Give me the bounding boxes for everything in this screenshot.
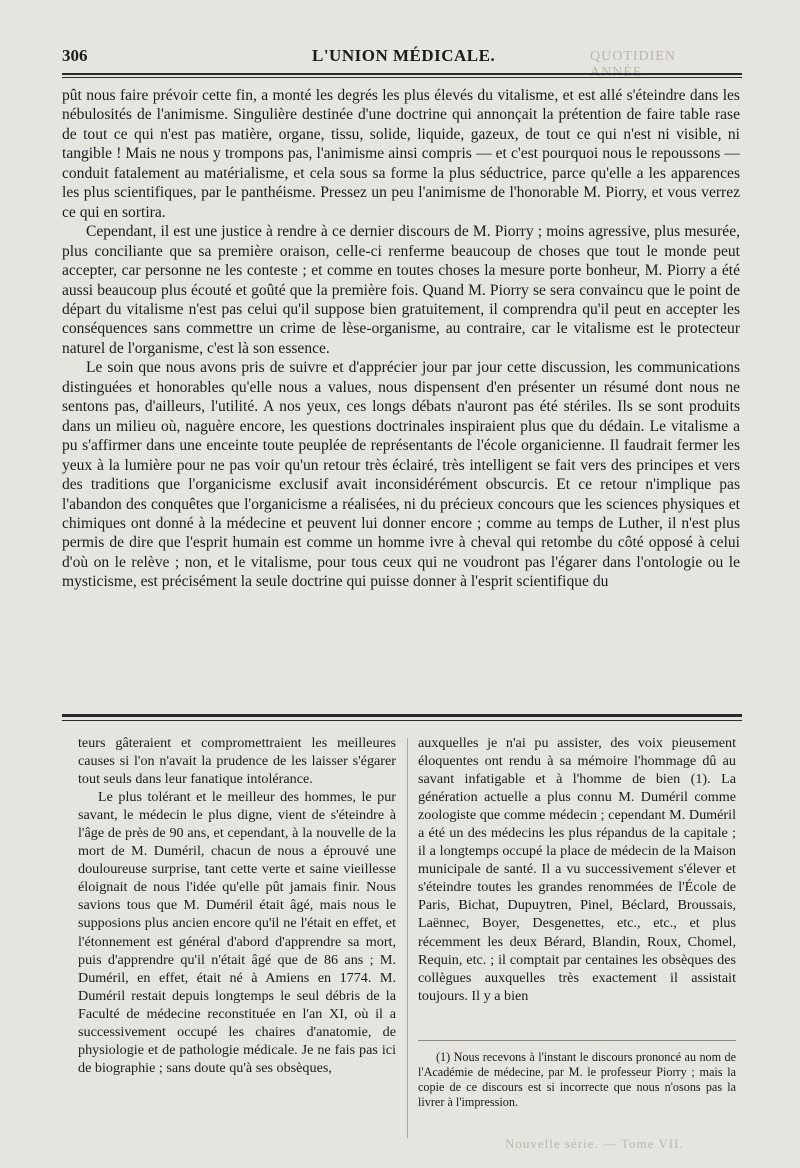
paragraph: auxquelles je n'ai pu assister, des voix pieusement éloquentes ont rendu à sa mémoire l'hommage dû au savant infatigable et à l'homme de bien (1). La génération actuelle a plus connu M. Duméril comme zoologiste que comme médecin ; cependant M. Duméril a été un des médecins les plus répandus de la capitale ; il a longtemps occupé la place de médecin de la Maison municipale de santé. Il a vu successivement s'élever et s'éteindre toutes les grandes renommées de l'École de Paris, Bichat, Dupuytren, Pinel, Béclard, Broussais, Laënnec, Boyer, Desgenettes, etc., etc., et plus récemment les deux Bérard, Blandin, Roux, Chomel, Requin, etc. ; il comptait par centaines les obsèques des collègues auxquelles très exactement il assistait toujours. Il y a bien xyxy=(418,735,736,1004)
paragraph: Cependant, il est une justice à rendre à ce dernier discours de M. Piorry ; moins agressive, plus mesurée, plus conciliante que sa première oraison, celle-ci renferme beaucoup de choses que tout le monde peut accepter, car personne ne les conteste ; et comme en toutes choses la mesure porte bonheur, M. Piorry a été aussi beaucoup plus écouté et goûté que la première fois. Quand M. Piorry se sera convaincu que le point de départ du vitalisme n'est pas celui qu'il suppose bien gratuitement, il comprendra qu'il peut en accepter les conséquences sans commettre un crime de lèse-organisme, au contraire, car le vitalisme est le protecteur naturel de l'organisme, c'est là son essence. xyxy=(62,223,740,357)
footnote xyxy=(418,1050,736,1110)
paragraph: teurs gâteraient et compromettraient les meilleures causes si l'on n'avait la prudence de les laisser s'égarer tout seuls dans leur fanatique intolérance. xyxy=(78,735,396,788)
page-number: 306 xyxy=(62,46,88,65)
paragraph: pût nous faire prévoir cette fin, a monté les degrés les plus élevés du vitalisme, et est allé s'éteindre dans les nébulosités de l'animisme. Singulière destinée d'une doctrine qui annonçait la prétention de faire table rase de tout ce qui n'est pas matière, organe, tissu, solide, liquide, gazeux, de tout ce qui n'est ni visible, ni tangible ! Mais ne nous y trompons pas, l'animisme ainsi compris — et c'est pourquoi nous le repoussons — conduit fatalement au matérialisme, et cela sous sa forme la plus séductrice, parce qu'elle a les apparences les plus scientifiques, par le panthéisme. Pressez un peu l'animisme de l'honorable M. Piorry, et vous verrez ce qui en sortira. xyxy=(62,87,740,221)
column-divider xyxy=(407,738,408,1138)
paragraph: Le soin que nous avons pris de suivre et d'apprécier jour par jour cette discussion, les communications distinguées et honorables qu'elle nous a values, nous dispensent d'en présenter un résumé dont nous ne sentons pas, d'ailleurs, l'utilité. A nos yeux, ces longs débats n'auront pas été stériles. Ils se sont produits dans un milieu où, naguère encore, les questions doctrinales inspiraient plus que du dédain. Le vitalisme a pu s'affirmer dans une enceinte toute peuplée de représentants de l'école organicienne. Il faudrait fermer les yeux à la lumière pour ne pas voir qu'un retour très éclairé, très intelligent se fait vers des principes et vers des traditions que l'organicisme exclusif avait inconsidérément obscurcis. Et ce retour n'implique pas l'abandon des conquêtes que l'organicisme a réalisées, ni du précieux concours que les sciences physiques et chimiques ont donné à la médecine et peuvent lui donner encore ; comme au temps de Luther, il n'est plus permis de dire que l'esprit humain est comme un homme ivre à cheval qui retombe du côté opposé à celui d'où on le relève ; non, et le vitalisme, pour tous ceux qui ne voudront pas l'égarer dans l'ontologie ou le mysticisme, est précisément la seule doctrine qui puisse donner à l'esprit scientifique du xyxy=(62,359,740,591)
bleed-through-footer: Nouvelle série. — Tome VII. xyxy=(505,1136,684,1151)
section-divider-thick xyxy=(62,714,742,717)
footnote-rule xyxy=(418,1040,736,1041)
header-rule-thin xyxy=(62,77,742,78)
footnote-text: (1) Nous recevons à l'instant le discours prononcé au nom de l'Académie de médecine, par M. le professeur Piorry ; mais la copie de ce discours est si incorrecte que nous n'osons pas la livrer à l'impression. xyxy=(418,1050,736,1109)
running-title: L'UNION MÉDICALE. xyxy=(312,46,496,65)
page-header xyxy=(62,44,722,72)
header-rule xyxy=(62,73,742,75)
paragraph: Le plus tolérant et le meilleur des hommes, le pur savant, le médecin le plus digne, vient de s'éteindre à l'âge de près de 90 ans, et cependant, à la nouvelle de la mort de M. Duméril, chacun de nous a éprouvé une douloureuse surprise, tant cette verte et saine vieillesse éloignait de nous l'idée qu'elle pût jamais finir. Nous savions tous que M. Duméril était âgé, mais nous le supposions plus ancien encore qu'il ne l'était en effet, et l'étonnement est général d'abord d'apprendre sa mort, puis d'apprendre qu'il n'était âgé que de 86 ans ; M. Duméril, en effet, était né à Amiens en 1774. M. Duméril restait depuis longtemps le seul débris de la Faculté de médecine reconstituée en l'an XI, où il a successivement occupé les chaires d'anatomie, de physiologie et de pathologie médicale. Je ne fais pas ici de biographie ; sans doute qu'à ses obsèques, xyxy=(78,789,396,1076)
section-divider-thin xyxy=(62,720,742,721)
right-column xyxy=(418,734,736,1005)
main-article-text xyxy=(62,86,740,592)
left-column xyxy=(78,734,396,1077)
bleed-through-text: QUOTIDIEN xyxy=(590,49,676,64)
